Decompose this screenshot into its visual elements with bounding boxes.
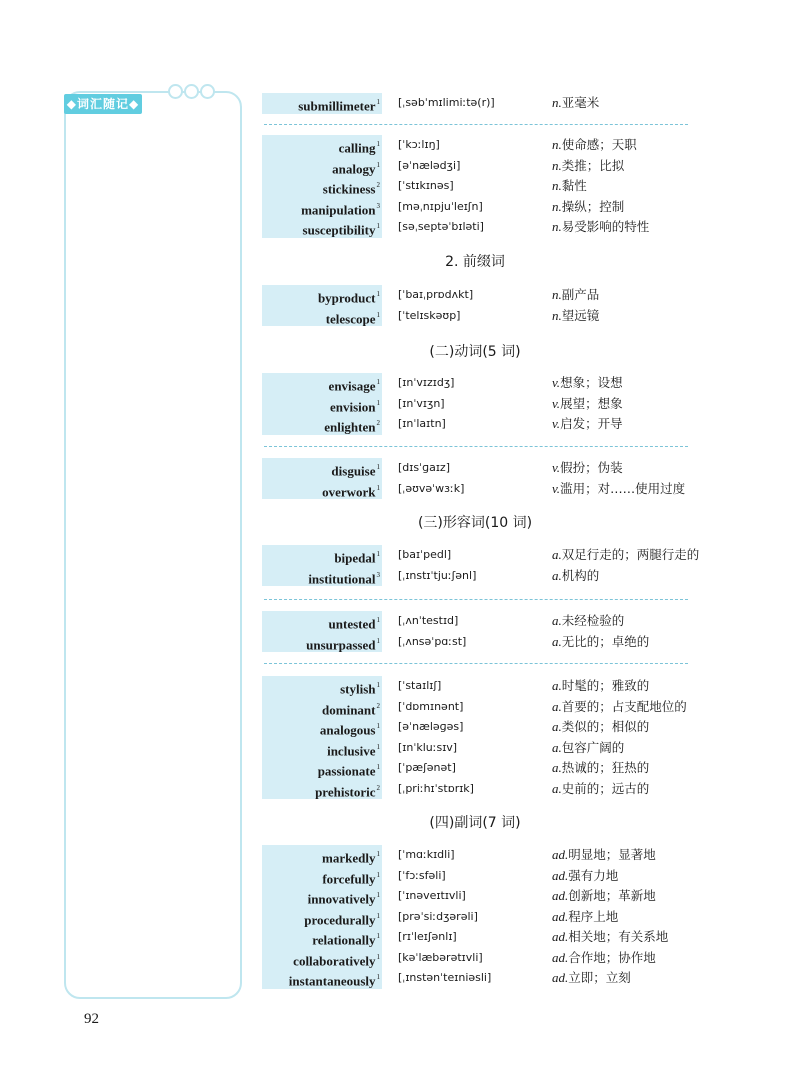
definition — [552, 545, 699, 565]
phonetic: [ˈdɒmɪnənt] — [398, 699, 464, 713]
part-of-speech: a. — [552, 547, 562, 562]
frequency-mark: 1 — [376, 310, 380, 319]
vocab-entry — [262, 414, 722, 434]
phonetic: [prəˈsiːdʒərəli] — [398, 909, 478, 923]
definition — [552, 479, 685, 499]
vocab-word — [289, 968, 380, 991]
part-of-speech: ad. — [552, 929, 569, 944]
word-text: susceptibility — [302, 222, 376, 238]
meaning: 类似的；相似的 — [561, 719, 650, 734]
frequency-mark: 1 — [376, 932, 380, 940]
frequency-mark: 2 — [376, 783, 380, 792]
vocab-entry — [262, 566, 722, 586]
part-of-speech: ad. — [552, 908, 569, 924]
word-text: markedly — [322, 850, 376, 866]
binder-rings — [168, 84, 216, 104]
definition — [552, 176, 587, 196]
frequency-mark: 1 — [376, 636, 380, 645]
part-of-speech: v. — [552, 460, 561, 475]
phonetic: [ˌɪnstɪˈtjuːʃənl] — [398, 568, 477, 582]
word-text: analogous — [319, 722, 376, 738]
phonetic: [ˌəʊvəˈwɜːk] — [398, 481, 465, 495]
phonetic: [ɪnˈvɪzɪdʒ] — [398, 376, 455, 389]
meaning: 滥用；对……使用过度 — [560, 480, 686, 496]
frequency-mark: 2 — [376, 419, 380, 427]
vocab-entry — [262, 285, 722, 305]
definition — [552, 373, 623, 393]
word-text: envision — [329, 398, 376, 414]
word-text: enlighten — [324, 419, 376, 435]
frequency-mark: 1 — [376, 973, 380, 981]
definition — [552, 758, 649, 778]
part-of-speech: n. — [552, 287, 562, 302]
definition — [552, 845, 656, 865]
meaning: 展望；想象 — [560, 395, 623, 411]
meaning: 亚毫米 — [561, 95, 600, 110]
definition — [552, 566, 599, 586]
phonetic: [ˈbaɪˌprɒdʌkt] — [398, 288, 474, 301]
phonetic: [səˌseptəˈbɪləti] — [398, 220, 484, 233]
frequency-mark: 2 — [376, 181, 380, 189]
meaning: 黏性 — [561, 178, 587, 193]
phonetic: [ˈfɔːsfəli] — [398, 868, 446, 882]
vocab-entry — [262, 611, 722, 631]
word-text: inclusive — [327, 742, 376, 758]
meaning: 时髦的；雅致的 — [561, 678, 650, 693]
frequency-mark: 1 — [376, 952, 380, 961]
definition — [552, 458, 623, 478]
vocab-entry — [262, 676, 722, 696]
word-text: telescope — [325, 310, 376, 326]
frequency-mark: 1 — [376, 463, 380, 471]
vocab-entry — [262, 738, 722, 758]
definition — [552, 948, 656, 968]
vocab-word — [308, 566, 380, 589]
definition — [552, 394, 623, 414]
part-of-speech: a. — [552, 613, 562, 628]
definition — [552, 886, 656, 906]
part-of-speech: ad. — [552, 949, 569, 965]
phonetic: [rɪˈleɪʃənlɪ] — [398, 930, 457, 943]
vocab-word — [326, 306, 380, 329]
part-of-speech: n. — [552, 95, 562, 110]
definition — [552, 306, 599, 326]
definition — [552, 866, 618, 886]
word-text: byproduct — [317, 290, 376, 306]
phonetic: [əˈnælədʒi] — [398, 158, 461, 172]
frequency-mark: 1 — [376, 891, 380, 899]
frequency-mark: 1 — [376, 160, 380, 169]
vocab-entry — [262, 845, 722, 865]
part-of-speech: a. — [552, 633, 562, 649]
notes-panel — [64, 91, 242, 999]
phonetic: [ˌpriːhɪˈstɒrɪk] — [398, 781, 474, 795]
phonetic: [kəˈlæbərətɪvli] — [398, 950, 483, 964]
part-of-speech: n. — [552, 198, 562, 214]
part-of-speech: a. — [552, 739, 562, 755]
separator — [264, 599, 688, 600]
part-of-speech: n. — [552, 219, 562, 234]
frequency-mark: 1 — [376, 763, 380, 771]
part-of-speech: n. — [552, 178, 562, 193]
vocab-word — [306, 632, 380, 655]
part-of-speech: a. — [552, 719, 562, 734]
word-text: bipedal — [334, 550, 376, 566]
meaning: 操纵；控制 — [561, 198, 625, 214]
part-of-speech: a. — [552, 780, 562, 796]
frequency-mark: 1 — [376, 290, 380, 298]
separator — [264, 663, 688, 664]
meaning: 包容广阔的 — [561, 739, 625, 755]
word-text: passionate — [317, 763, 376, 779]
meaning: 副产品 — [561, 287, 600, 302]
meaning: 启发；开导 — [560, 416, 623, 431]
vocab-entry — [262, 948, 722, 968]
separator — [264, 446, 688, 447]
definition — [552, 156, 624, 176]
vocab-entry — [262, 93, 722, 113]
phonetic: [ɪnˈkluːsɪv] — [398, 740, 458, 754]
phonetic: [ˈtelɪskəʊp] — [398, 308, 461, 322]
heading-adjectives: (三)形容词(10 词) — [417, 515, 533, 531]
part-of-speech: n. — [552, 307, 562, 323]
meaning: 想象；设想 — [560, 375, 623, 390]
frequency-mark: 1 — [376, 681, 380, 689]
vocab-word — [298, 93, 380, 116]
meaning: 类推；比拟 — [561, 157, 625, 173]
notes-tab-label: ◆词汇随记◆ — [64, 94, 142, 114]
definition — [552, 414, 623, 434]
frequency-mark: 2 — [376, 701, 380, 710]
phonetic: [ˈstaɪlɪʃ] — [398, 679, 442, 692]
part-of-speech: v. — [552, 395, 561, 411]
word-text: dominant — [322, 701, 376, 717]
definition — [552, 611, 624, 631]
vocab-entry — [262, 135, 722, 155]
part-of-speech: n. — [552, 137, 562, 152]
frequency-mark: 1 — [376, 398, 380, 407]
vocab-entry — [262, 394, 722, 414]
definition — [552, 697, 687, 717]
part-of-speech: ad. — [552, 867, 569, 883]
phonetic: [əˈnæləɡəs] — [398, 720, 464, 733]
word-text: manipulation — [301, 201, 376, 217]
meaning: 易受影响的特性 — [561, 219, 650, 234]
meaning: 创新地；革新地 — [568, 888, 656, 903]
vocab-entry — [262, 545, 722, 565]
heading-adverbs: (四)副词(7 词) — [429, 815, 521, 831]
part-of-speech: a. — [552, 567, 562, 583]
frequency-mark: 1 — [376, 742, 380, 751]
definition — [552, 779, 649, 799]
frequency-mark: 1 — [376, 98, 380, 106]
definition — [552, 907, 618, 927]
phonetic: [ˈmɑːkɪdli] — [398, 848, 455, 861]
meaning: 立即；立刻 — [568, 970, 631, 985]
vocab-word — [322, 479, 380, 502]
vocab-entry — [262, 632, 722, 652]
frequency-mark: 1 — [376, 550, 380, 558]
frequency-mark: 1 — [376, 483, 380, 492]
definition — [552, 927, 668, 947]
word-text: untested — [328, 616, 376, 632]
meaning: 合作地；协作地 — [568, 949, 656, 965]
word-text: procedurally — [304, 911, 376, 927]
phonetic: [ˈkɔːlɪŋ] — [398, 138, 440, 151]
phonetic: [baɪˈpedl] — [398, 548, 452, 561]
part-of-speech: n. — [552, 157, 562, 173]
page-number: 92 — [84, 1011, 99, 1027]
meaning: 热诚的；狂热的 — [561, 760, 650, 775]
phonetic: [ɪnˈlaɪtn] — [398, 417, 446, 430]
vocab-entry — [262, 217, 722, 237]
vocab-entry — [262, 907, 722, 927]
meaning: 双足行走的；两腿行走的 — [561, 547, 700, 562]
meaning: 程序上地 — [568, 908, 619, 924]
word-text: envisage — [328, 378, 376, 394]
word-text: stickiness — [322, 181, 376, 197]
vocab-word — [315, 779, 380, 802]
phonetic: [ˌɪnstənˈteɪniəsli] — [398, 971, 492, 984]
frequency-mark: 3 — [376, 201, 380, 210]
definition — [552, 968, 631, 988]
phonetic: [dɪsˈɡaɪz] — [398, 461, 450, 474]
meaning: 相关地；有关系地 — [568, 929, 669, 944]
definition — [552, 285, 599, 305]
meaning: 未经检验的 — [561, 613, 625, 628]
word-text: relationally — [312, 932, 376, 948]
part-of-speech: v. — [552, 480, 561, 496]
definition — [552, 93, 599, 113]
vocab-entry — [262, 717, 722, 737]
definition — [552, 217, 649, 237]
word-text: forcefully — [322, 870, 376, 886]
vocab-entry — [262, 197, 722, 217]
vocab-word — [324, 414, 380, 437]
part-of-speech: v. — [552, 375, 561, 390]
frequency-mark: 1 — [376, 140, 380, 148]
definition — [552, 135, 637, 155]
separator — [264, 124, 688, 125]
phonetic: [ˌʌnsəˈpɑːst] — [398, 634, 467, 648]
meaning: 假扮；伪装 — [560, 460, 623, 475]
definition — [552, 738, 624, 758]
phonetic: [ɪnˈvɪʒn] — [398, 396, 445, 410]
meaning: 强有力地 — [568, 867, 619, 883]
phonetic: [ˈɪnəveɪtɪvli] — [398, 889, 466, 902]
word-text: innovatively — [307, 891, 376, 907]
meaning: 史前的；远古的 — [561, 780, 650, 796]
word-text: institutional — [308, 570, 376, 586]
word-text: instantaneously — [288, 973, 376, 989]
vocab-entry — [262, 697, 722, 717]
vocab-entry — [262, 886, 722, 906]
phonetic: [məˌnɪpjuˈleɪʃn] — [398, 199, 483, 213]
word-text: stylish — [340, 681, 376, 697]
phonetic: [ˈpæʃənət] — [398, 761, 456, 774]
heading-verbs: (二)动词(5 词) — [429, 344, 521, 360]
part-of-speech: ad. — [552, 970, 569, 985]
meaning: 首要的；占支配地位的 — [561, 698, 687, 714]
word-text: prehistoric — [315, 783, 376, 799]
vocab-entry — [262, 758, 722, 778]
frequency-mark: 1 — [376, 222, 380, 230]
vocab-entry — [262, 458, 722, 478]
vocab-entry — [262, 176, 722, 196]
meaning: 使命感；天职 — [561, 137, 637, 152]
phonetic: [ˌʌnˈtestɪd] — [398, 614, 459, 627]
vocab-entry — [262, 156, 722, 176]
part-of-speech: a. — [552, 678, 562, 693]
vocab-entry — [262, 373, 722, 393]
frequency-mark: 1 — [376, 378, 380, 386]
part-of-speech: ad. — [552, 888, 569, 903]
meaning: 望远镜 — [561, 307, 600, 323]
frequency-mark: 1 — [376, 911, 380, 920]
word-text: submillimeter — [298, 98, 376, 114]
word-text: analogy — [332, 160, 376, 176]
part-of-speech: v. — [552, 416, 561, 431]
frequency-mark: 1 — [376, 616, 380, 624]
word-text: collaboratively — [293, 952, 376, 968]
definition — [552, 717, 649, 737]
phonetic: [ˌsəbˈmɪlimiːtə(r)] — [398, 96, 495, 109]
frequency-mark: 3 — [376, 570, 380, 579]
phonetic: [ˈstɪkɪnəs] — [398, 179, 454, 192]
vocab-entry — [262, 968, 722, 988]
vocab-entry — [262, 927, 722, 947]
heading-prefix: 2. 前缀词 — [445, 254, 505, 270]
meaning: 明显地；显著地 — [568, 847, 656, 862]
part-of-speech: a. — [552, 698, 562, 714]
meaning: 无比的；卓绝的 — [561, 633, 650, 649]
frequency-mark: 1 — [376, 722, 380, 730]
word-text: disguise — [331, 463, 376, 479]
part-of-speech: ad. — [552, 847, 569, 862]
frequency-mark: 1 — [376, 870, 380, 879]
meaning: 机构的 — [561, 567, 600, 583]
word-text: overwork — [322, 483, 376, 499]
vocab-entry — [262, 479, 722, 499]
definition — [552, 676, 649, 696]
definition — [552, 197, 624, 217]
frequency-mark: 1 — [376, 850, 380, 858]
vocab-word — [303, 217, 380, 240]
vocab-entry — [262, 779, 722, 799]
vocab-entry — [262, 866, 722, 886]
definition — [552, 632, 649, 652]
word-text: calling — [338, 140, 376, 156]
vocab-entry — [262, 306, 722, 326]
word-text: unsurpassed — [306, 636, 376, 652]
part-of-speech: a. — [552, 760, 562, 775]
